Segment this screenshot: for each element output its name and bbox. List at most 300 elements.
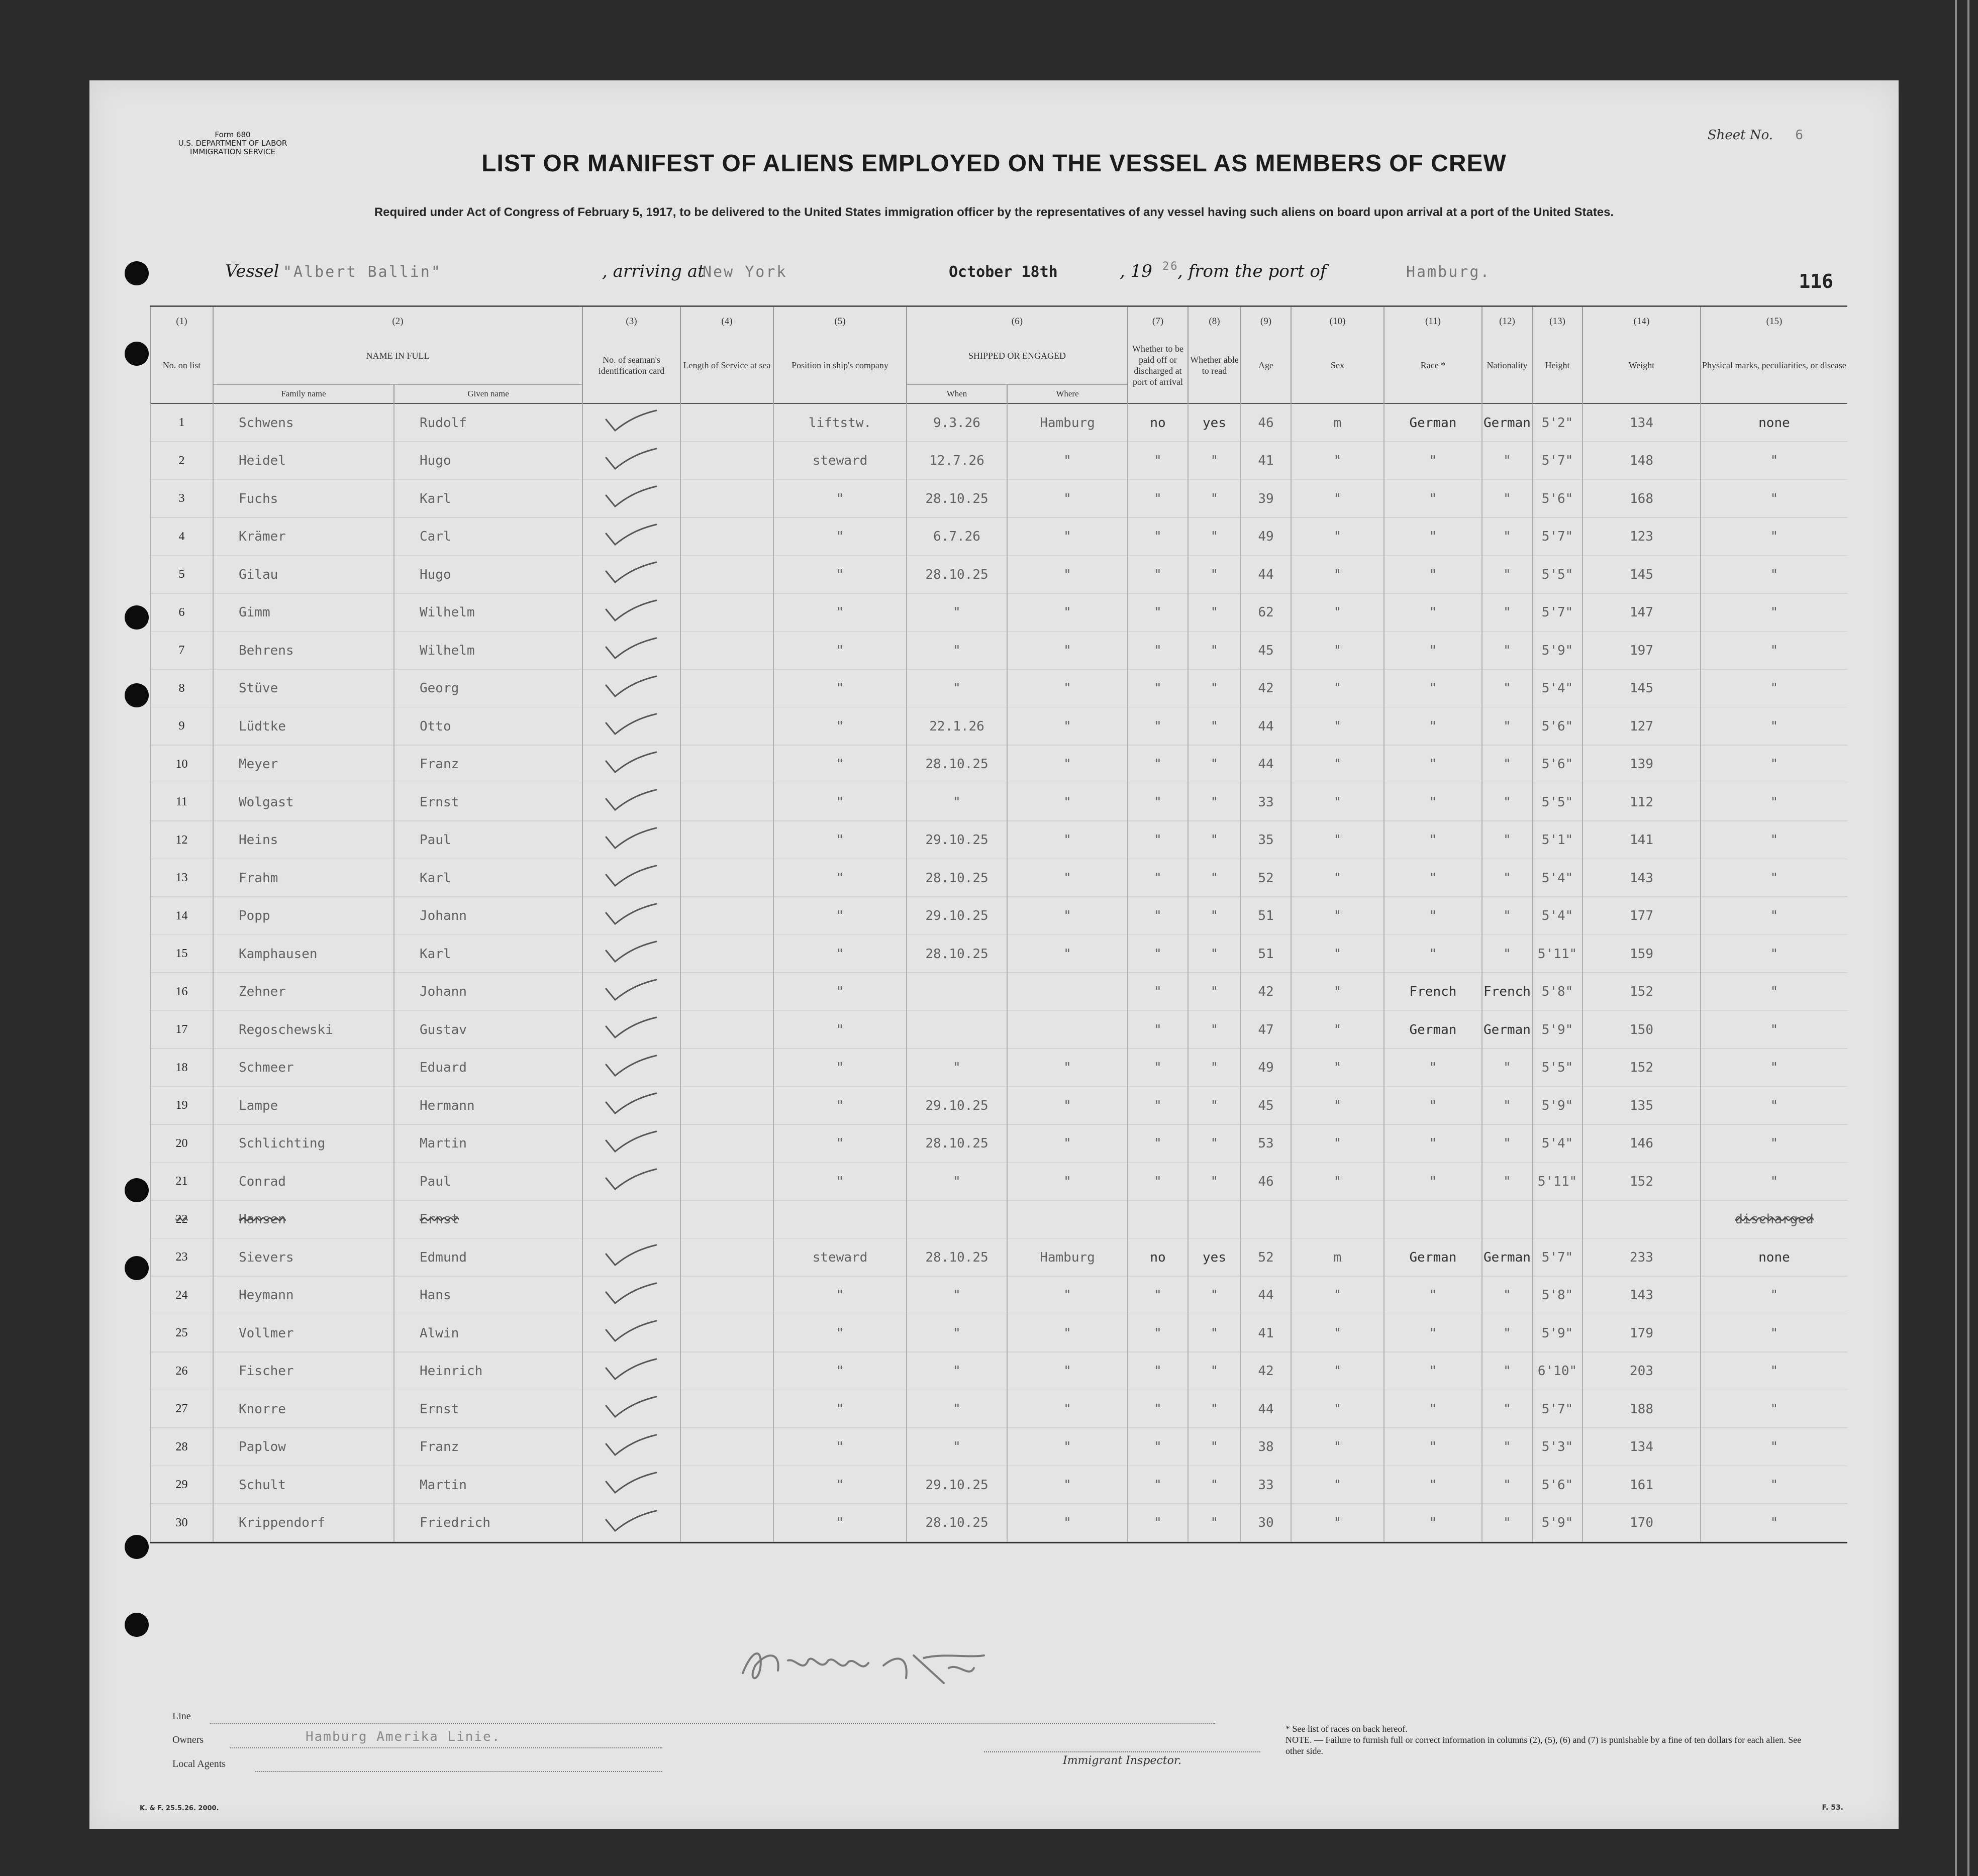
table-row bbox=[150, 480, 1847, 518]
header-able-read: Whether able to read bbox=[1188, 327, 1241, 403]
length-of-service bbox=[680, 442, 773, 480]
physical-marks-cell: " bbox=[1701, 707, 1847, 746]
family-name: Krippendorf bbox=[213, 1504, 394, 1543]
family-name: Schwens bbox=[213, 403, 394, 442]
shipped-where: " bbox=[1007, 897, 1128, 935]
position-cell: " bbox=[773, 518, 907, 556]
position-cell: " bbox=[773, 1277, 907, 1315]
given-name: Wilhelm bbox=[394, 594, 582, 632]
nationality-cell: German bbox=[1482, 1011, 1532, 1049]
physical-marks-cell: " bbox=[1701, 518, 1847, 556]
able-read-cell: " bbox=[1188, 1087, 1241, 1125]
height-cell: 5'7" bbox=[1532, 518, 1583, 556]
form-number: Form 680 bbox=[215, 130, 251, 139]
column-number: (13) bbox=[1532, 306, 1583, 328]
shipped-where: " bbox=[1007, 670, 1128, 708]
table-row bbox=[150, 556, 1847, 594]
table-row bbox=[150, 1049, 1847, 1087]
physical-marks-cell: " bbox=[1701, 442, 1847, 480]
nationality-cell: " bbox=[1482, 594, 1532, 632]
able-read-cell: yes bbox=[1188, 403, 1241, 442]
paid-off-cell: " bbox=[1128, 1466, 1188, 1504]
paid-off-cell: " bbox=[1128, 1087, 1188, 1125]
given-name: Ernst bbox=[394, 1390, 582, 1428]
shipped-where: " bbox=[1007, 1352, 1128, 1391]
age-cell: 42 bbox=[1241, 670, 1291, 708]
paid-off-cell: " bbox=[1128, 783, 1188, 821]
row-number: 15 bbox=[150, 935, 213, 973]
paid-off-cell: " bbox=[1128, 897, 1188, 935]
weight-cell: 147 bbox=[1583, 594, 1701, 632]
family-name: Schlichting bbox=[213, 1125, 394, 1163]
position-cell: " bbox=[773, 1125, 907, 1163]
table-row bbox=[150, 973, 1847, 1011]
nationality-cell: " bbox=[1482, 746, 1532, 784]
family-name: Heidel bbox=[213, 442, 394, 480]
race-cell: " bbox=[1384, 1087, 1482, 1125]
seaman-card-check bbox=[582, 897, 680, 935]
given-name: Johann bbox=[394, 973, 582, 1011]
line-label: Line bbox=[172, 1711, 191, 1722]
race-cell: " bbox=[1384, 1277, 1482, 1315]
local-agents-field bbox=[255, 1771, 662, 1772]
age-cell: 51 bbox=[1241, 935, 1291, 973]
family-name: Meyer bbox=[213, 746, 394, 784]
weight-cell: 112 bbox=[1583, 783, 1701, 821]
header-nationality: Nationality bbox=[1482, 327, 1532, 403]
length-of-service bbox=[680, 1238, 773, 1277]
height-cell: 5'9" bbox=[1532, 1011, 1583, 1049]
table-row bbox=[150, 1238, 1847, 1277]
length-of-service bbox=[680, 1277, 773, 1315]
race-cell: " bbox=[1384, 821, 1482, 860]
shipped-where: " bbox=[1007, 783, 1128, 821]
service-name: IMMIGRATION SERVICE bbox=[190, 147, 275, 156]
weight-cell: 177 bbox=[1583, 897, 1701, 935]
given-name: Martin bbox=[394, 1466, 582, 1504]
paid-off-cell: no bbox=[1128, 1238, 1188, 1277]
shipped-when: " bbox=[907, 783, 1007, 821]
column-number: (5) bbox=[773, 306, 907, 328]
paid-off-cell: " bbox=[1128, 1277, 1188, 1315]
column-number: (11) bbox=[1384, 306, 1482, 328]
nationality-cell: " bbox=[1482, 821, 1532, 860]
race-cell: German bbox=[1384, 1011, 1482, 1049]
age-cell: 42 bbox=[1241, 973, 1291, 1011]
line-field bbox=[210, 1723, 1215, 1724]
physical-marks-cell: " bbox=[1701, 1163, 1847, 1201]
shipped-where: " bbox=[1007, 1277, 1128, 1315]
check-mark-icon bbox=[604, 636, 659, 661]
check-mark-icon bbox=[604, 1395, 659, 1420]
weight-cell: 145 bbox=[1583, 556, 1701, 594]
sex-cell: " bbox=[1291, 1314, 1384, 1352]
check-mark-icon bbox=[604, 1319, 659, 1344]
shipped-when: " bbox=[907, 1352, 1007, 1391]
weight-cell: 146 bbox=[1583, 1125, 1701, 1163]
row-number: 1 bbox=[150, 403, 213, 442]
paid-off-cell: " bbox=[1128, 1125, 1188, 1163]
nationality-cell: " bbox=[1482, 518, 1532, 556]
age-cell: 44 bbox=[1241, 1277, 1291, 1315]
position-cell: " bbox=[773, 1428, 907, 1467]
family-name: Schmeer bbox=[213, 1049, 394, 1087]
paid-off-cell: " bbox=[1128, 442, 1188, 480]
height-cell: 5'4" bbox=[1532, 670, 1583, 708]
race-cell: " bbox=[1384, 1466, 1482, 1504]
age-cell: 30 bbox=[1241, 1504, 1291, 1543]
shipped-where bbox=[1007, 1011, 1128, 1049]
row-number: 4 bbox=[150, 518, 213, 556]
shipped-when bbox=[907, 973, 1007, 1011]
given-name: Karl bbox=[394, 859, 582, 897]
given-name: Alwin bbox=[394, 1314, 582, 1352]
height-cell: 5'9" bbox=[1532, 632, 1583, 670]
weight-cell: 170 bbox=[1583, 1504, 1701, 1543]
able-read-cell: " bbox=[1188, 859, 1241, 897]
race-cell: " bbox=[1384, 935, 1482, 973]
position-cell: " bbox=[773, 632, 907, 670]
paid-off-cell: " bbox=[1128, 632, 1188, 670]
table-row bbox=[150, 1163, 1847, 1201]
header-position: Position in ship's company bbox=[773, 327, 907, 403]
check-mark-icon bbox=[604, 560, 659, 585]
row-number: 18 bbox=[150, 1049, 213, 1087]
shipped-when: 28.10.25 bbox=[907, 859, 1007, 897]
physical-marks-cell: " bbox=[1701, 670, 1847, 708]
seaman-card-check bbox=[582, 1390, 680, 1428]
column-number-row bbox=[150, 306, 1847, 328]
shipped-where: Hamburg bbox=[1007, 403, 1128, 442]
sex-cell: " bbox=[1291, 1466, 1384, 1504]
given-name: Karl bbox=[394, 935, 582, 973]
paid-off-cell: " bbox=[1128, 973, 1188, 1011]
race-cell: " bbox=[1384, 556, 1482, 594]
owners-label: Owners bbox=[172, 1734, 204, 1745]
table-row bbox=[150, 859, 1847, 897]
shipped-when: 28.10.25 bbox=[907, 935, 1007, 973]
table-row bbox=[150, 1390, 1847, 1428]
length-of-service bbox=[680, 1049, 773, 1087]
seaman-card-check bbox=[582, 518, 680, 556]
check-mark-icon bbox=[604, 1129, 659, 1155]
length-of-service bbox=[680, 1352, 773, 1391]
shipped-when: " bbox=[907, 1428, 1007, 1467]
physical-marks-cell: " bbox=[1701, 1087, 1847, 1125]
length-of-service bbox=[680, 1011, 773, 1049]
header-given-name: Given name bbox=[394, 385, 582, 404]
paid-off-cell: " bbox=[1128, 935, 1188, 973]
sex-cell: " bbox=[1291, 594, 1384, 632]
printer-code: K. & F. 25.5.26. 2000. bbox=[140, 1805, 219, 1812]
able-read-cell: " bbox=[1188, 670, 1241, 708]
physical-marks-cell: none bbox=[1701, 403, 1847, 442]
weight-cell: 159 bbox=[1583, 935, 1701, 973]
sex-cell: " bbox=[1291, 707, 1384, 746]
family-name: Knorre bbox=[213, 1390, 394, 1428]
race-cell: " bbox=[1384, 1352, 1482, 1391]
given-name: Ernst bbox=[394, 783, 582, 821]
seaman-card-check bbox=[582, 1466, 680, 1504]
check-mark-icon bbox=[604, 902, 659, 927]
age-cell: 52 bbox=[1241, 1238, 1291, 1277]
shipped-where: " bbox=[1007, 821, 1128, 860]
check-mark-icon bbox=[604, 1509, 659, 1534]
shipped-when: 28.10.25 bbox=[907, 1238, 1007, 1277]
check-mark-icon bbox=[604, 750, 659, 775]
height-cell: 5'11" bbox=[1532, 1163, 1583, 1201]
family-name: Lüdtke bbox=[213, 707, 394, 746]
weight-cell: 134 bbox=[1583, 1428, 1701, 1467]
table-row bbox=[150, 403, 1847, 442]
column-number: (9) bbox=[1241, 306, 1291, 328]
check-mark-icon bbox=[604, 1243, 659, 1268]
table-row bbox=[150, 746, 1847, 784]
nationality-cell bbox=[1482, 1201, 1532, 1239]
department-name: U.S. DEPARTMENT OF LABOR bbox=[178, 139, 287, 148]
owners-value: Hamburg Amerika Linie. bbox=[306, 1729, 501, 1744]
position-cell: " bbox=[773, 707, 907, 746]
from-port-label: , from the port of bbox=[1177, 261, 1327, 281]
column-number: (8) bbox=[1188, 306, 1241, 328]
given-name: Gustav bbox=[394, 1011, 582, 1049]
paid-off-cell: " bbox=[1128, 1390, 1188, 1428]
header-family-name: Family name bbox=[213, 385, 394, 404]
family-name: Vollmer bbox=[213, 1314, 394, 1352]
nationality-cell: " bbox=[1482, 1428, 1532, 1467]
punch-hole bbox=[125, 1613, 149, 1637]
position-cell: " bbox=[773, 1504, 907, 1543]
seaman-card-check bbox=[582, 1201, 680, 1239]
weight-cell: 152 bbox=[1583, 1049, 1701, 1087]
seaman-card-check bbox=[582, 1011, 680, 1049]
position-cell: " bbox=[773, 746, 907, 784]
row-number: 30 bbox=[150, 1504, 213, 1543]
shipped-when bbox=[907, 1011, 1007, 1049]
punch-hole bbox=[125, 605, 149, 630]
shipped-when: " bbox=[907, 1277, 1007, 1315]
row-number: 7 bbox=[150, 632, 213, 670]
row-number: 25 bbox=[150, 1314, 213, 1352]
row-number: 8 bbox=[150, 670, 213, 708]
nationality-cell: " bbox=[1482, 935, 1532, 973]
weight-cell: 143 bbox=[1583, 1277, 1701, 1315]
row-number: 29 bbox=[150, 1466, 213, 1504]
header-race: Race * bbox=[1384, 327, 1482, 403]
paid-off-cell: " bbox=[1128, 1352, 1188, 1391]
shipped-where: " bbox=[1007, 518, 1128, 556]
check-mark-icon bbox=[604, 788, 659, 813]
able-read-cell: " bbox=[1188, 1125, 1241, 1163]
nationality-cell: " bbox=[1482, 632, 1532, 670]
sex-cell: " bbox=[1291, 632, 1384, 670]
check-mark-icon bbox=[604, 1433, 659, 1458]
race-cell: " bbox=[1384, 707, 1482, 746]
able-read-cell: " bbox=[1188, 632, 1241, 670]
physical-marks-cell: " bbox=[1701, 1428, 1847, 1467]
table-row bbox=[150, 1201, 1847, 1239]
footer-note bbox=[1285, 1723, 1818, 1756]
local-agents-label: Local Agents bbox=[172, 1758, 226, 1769]
seaman-card-check bbox=[582, 935, 680, 973]
table-row bbox=[150, 632, 1847, 670]
sex-cell: " bbox=[1291, 1352, 1384, 1391]
age-cell: 49 bbox=[1241, 518, 1291, 556]
shipped-when: 29.10.25 bbox=[907, 821, 1007, 860]
position-cell: " bbox=[773, 1352, 907, 1391]
physical-marks-cell: discharged bbox=[1701, 1201, 1847, 1239]
column-number: (1) bbox=[150, 306, 213, 328]
length-of-service bbox=[680, 1201, 773, 1239]
paid-off-cell: " bbox=[1128, 556, 1188, 594]
shipped-where: " bbox=[1007, 1049, 1128, 1087]
sex-cell: m bbox=[1291, 1238, 1384, 1277]
sex-cell: " bbox=[1291, 973, 1384, 1011]
shipped-where: " bbox=[1007, 442, 1128, 480]
shipped-where: " bbox=[1007, 1428, 1128, 1467]
seaman-card-check bbox=[582, 1087, 680, 1125]
position-cell: steward bbox=[773, 442, 907, 480]
sheet-number-label: Sheet No. bbox=[1707, 128, 1773, 143]
weight-cell: 139 bbox=[1583, 746, 1701, 784]
nationality-cell: " bbox=[1482, 897, 1532, 935]
height-cell: 5'7" bbox=[1532, 1238, 1583, 1277]
length-of-service bbox=[680, 783, 773, 821]
immigrant-inspector-label: Immigrant Inspector. bbox=[984, 1751, 1260, 1767]
height-cell: 5'3" bbox=[1532, 1428, 1583, 1467]
given-name: Heinrich bbox=[394, 1352, 582, 1391]
shipped-when: 28.10.25 bbox=[907, 1504, 1007, 1543]
inspector-signature bbox=[733, 1638, 994, 1693]
shipped-where: Hamburg bbox=[1007, 1238, 1128, 1277]
race-cell: German bbox=[1384, 403, 1482, 442]
shipped-when: " bbox=[907, 1390, 1007, 1428]
column-number: (3) bbox=[582, 306, 680, 328]
shipped-where: " bbox=[1007, 707, 1128, 746]
weight-cell: 197 bbox=[1583, 632, 1701, 670]
nationality-cell: " bbox=[1482, 1049, 1532, 1087]
check-mark-icon bbox=[604, 447, 659, 472]
given-name: Ernst bbox=[394, 1201, 582, 1239]
column-number: (7) bbox=[1128, 306, 1188, 328]
nationality-cell: " bbox=[1482, 442, 1532, 480]
position-cell: " bbox=[773, 859, 907, 897]
seaman-card-check bbox=[582, 556, 680, 594]
given-name: Friedrich bbox=[394, 1504, 582, 1543]
header-when: When bbox=[907, 385, 1007, 404]
position-cell: " bbox=[773, 1011, 907, 1049]
race-cell: " bbox=[1384, 518, 1482, 556]
check-mark-icon bbox=[604, 523, 659, 548]
weight-cell: 134 bbox=[1583, 403, 1701, 442]
family-name: Gimm bbox=[213, 594, 394, 632]
shipped-when: 28.10.25 bbox=[907, 480, 1007, 518]
able-read-cell: " bbox=[1188, 1466, 1241, 1504]
race-cell: " bbox=[1384, 480, 1482, 518]
given-name: Wilhelm bbox=[394, 632, 582, 670]
row-number: 10 bbox=[150, 746, 213, 784]
weight-cell: 152 bbox=[1583, 973, 1701, 1011]
header-sex: Sex bbox=[1291, 327, 1384, 403]
check-mark-icon bbox=[604, 978, 659, 1003]
race-cell: " bbox=[1384, 594, 1482, 632]
given-name: Martin bbox=[394, 1125, 582, 1163]
physical-marks-cell: " bbox=[1701, 480, 1847, 518]
position-cell: " bbox=[773, 821, 907, 860]
weight-cell: 233 bbox=[1583, 1238, 1701, 1277]
able-read-cell: " bbox=[1188, 518, 1241, 556]
table-row bbox=[150, 897, 1847, 935]
table-row bbox=[150, 707, 1847, 746]
row-number: 5 bbox=[150, 556, 213, 594]
able-read-cell: " bbox=[1188, 783, 1241, 821]
race-cell: " bbox=[1384, 897, 1482, 935]
punch-hole bbox=[125, 342, 149, 366]
position-cell: " bbox=[773, 973, 907, 1011]
family-name: Paplow bbox=[213, 1428, 394, 1467]
row-number: 2 bbox=[150, 442, 213, 480]
weight-cell: 179 bbox=[1583, 1314, 1701, 1352]
seaman-card-check bbox=[582, 594, 680, 632]
position-cell: " bbox=[773, 1466, 907, 1504]
given-name: Carl bbox=[394, 518, 582, 556]
physical-marks-cell: " bbox=[1701, 1314, 1847, 1352]
table-row bbox=[150, 783, 1847, 821]
physical-marks-cell: " bbox=[1701, 1352, 1847, 1391]
header-physical-marks: Physical marks, peculiarities, or disease bbox=[1701, 327, 1847, 403]
able-read-cell bbox=[1188, 1201, 1241, 1239]
seaman-card-check bbox=[582, 632, 680, 670]
age-cell: 44 bbox=[1241, 707, 1291, 746]
sex-cell: " bbox=[1291, 1390, 1384, 1428]
position-cell: " bbox=[773, 897, 907, 935]
check-mark-icon bbox=[604, 1471, 659, 1496]
age-cell: 38 bbox=[1241, 1428, 1291, 1467]
shipped-where bbox=[1007, 973, 1128, 1011]
physical-marks-cell: " bbox=[1701, 1049, 1847, 1087]
race-cell: " bbox=[1384, 670, 1482, 708]
length-of-service bbox=[680, 670, 773, 708]
punch-hole bbox=[125, 1535, 149, 1559]
family-name: Zehner bbox=[213, 973, 394, 1011]
height-cell: 5'1" bbox=[1532, 821, 1583, 860]
shipped-where bbox=[1007, 1201, 1128, 1239]
age-cell: 51 bbox=[1241, 897, 1291, 935]
physical-marks-cell: " bbox=[1701, 1011, 1847, 1049]
paid-off-cell: " bbox=[1128, 707, 1188, 746]
nationality-cell: " bbox=[1482, 859, 1532, 897]
age-cell bbox=[1241, 1201, 1291, 1239]
age-cell: 33 bbox=[1241, 1466, 1291, 1504]
length-of-service bbox=[680, 1390, 773, 1428]
nationality-cell: " bbox=[1482, 783, 1532, 821]
physical-marks-cell: " bbox=[1701, 783, 1847, 821]
physical-marks-cell: " bbox=[1701, 594, 1847, 632]
physical-marks-cell: " bbox=[1701, 1125, 1847, 1163]
seaman-card-check bbox=[582, 707, 680, 746]
family-name: Sievers bbox=[213, 1238, 394, 1277]
given-name: Hugo bbox=[394, 442, 582, 480]
given-name: Paul bbox=[394, 1163, 582, 1201]
physical-marks-cell: " bbox=[1701, 1466, 1847, 1504]
table-row bbox=[150, 1011, 1847, 1049]
height-cell: 5'7" bbox=[1532, 442, 1583, 480]
able-read-cell: " bbox=[1188, 821, 1241, 860]
family-name: Frahm bbox=[213, 859, 394, 897]
length-of-service bbox=[680, 556, 773, 594]
paid-off-cell: " bbox=[1128, 1011, 1188, 1049]
paid-off-cell bbox=[1128, 1201, 1188, 1239]
